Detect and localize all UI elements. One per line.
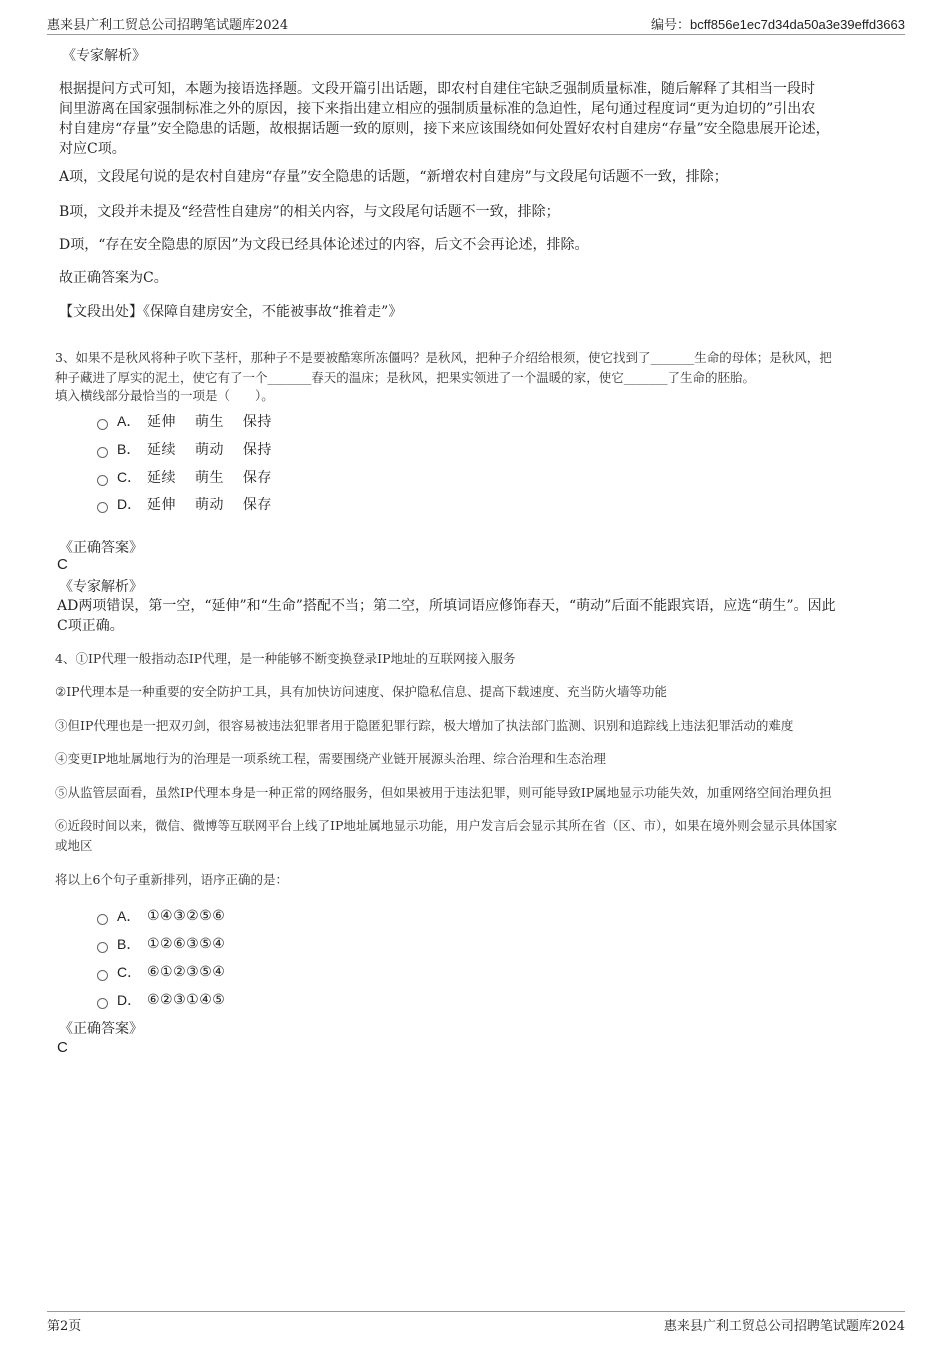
radio-icon[interactable] [97, 914, 108, 925]
stem-line: 3、如果不是秋风将种子吹下茎杆，那种子不是要被酷寒所冻僵吗？是秋风，把种子介绍给根须，使它找到了_______生命的母体；是秋风，把 [55, 350, 832, 365]
analysis-line: 根据提问方式可知，本题为接语选择题。文段开篇引出话题，即农村自建住宅缺乏强制质量标准，随后解释了其相当一段时 [59, 81, 815, 97]
q2-conclusion: 故正确答案为C。 [59, 270, 168, 286]
q4-option-c[interactable]: C． ⑥①②③⑤④ [97, 961, 225, 983]
analysis-line: C项正确。 [57, 618, 124, 634]
q2-analysis [59, 79, 899, 159]
stem-line: 种子藏进了厚实的泥土，使它有了一个_______春天的温床；是秋风，把果实领进了一个温暖的家，使它_______了生命的胚胎。 [55, 370, 756, 385]
page-header [47, 14, 905, 35]
q2-option-b-analysis: B项，文段并未提及“经营性自建房”的相关内容，与文段尾句话题不一致，排除； [59, 204, 560, 220]
footer-title: 惠来县广利工贸总公司招聘笔试题库2024 [663, 1319, 905, 1334]
q4-sentence-5: ⑤从监管层面看，虽然IP代理本身是一种正常的网络服务，但如果被用于违法犯罪，则可能导致IP属地显示功能失效，加重网络空间治理负担 [55, 785, 832, 800]
analysis-line: AD两项错误，第一空，“延伸”和“生命”搭配不当；第二空，所填词语应修饰春天，“萌动”后面不能跟宾语，应选“萌生”。因此 [57, 598, 836, 614]
radio-icon[interactable] [97, 998, 108, 1009]
q3-option-c[interactable]: C． 延续 萌生 保存 [97, 466, 272, 488]
q2-analysis-title: 《专家解析》 [62, 48, 146, 64]
radio-icon[interactable] [97, 970, 108, 981]
q3-analysis [57, 596, 902, 636]
page-footer [47, 1311, 905, 1334]
radio-icon[interactable] [97, 447, 108, 458]
q4-option-d[interactable]: D． ⑥②③①④⑤ [97, 989, 225, 1011]
q4-prompt: 将以上6个句子重新排列，语序正确的是： [55, 872, 288, 887]
q4-sentence-3: ③但IP代理也是一把双刃剑，很容易被违法犯罪者用于隐匿犯罪行踪，极大增加了执法部门监测、识别和追踪线上违法犯罪活动的难度 [55, 718, 794, 733]
q2-option-a-analysis: A项，文段尾句说的是农村自建房“存量”安全隐患的话题，“新增农村自建房”与文段尾句话题不一致，排除； [59, 169, 728, 185]
q4-answer: C [57, 1039, 68, 1056]
q4-option-b[interactable]: B． ①②⑥③⑤④ [97, 933, 225, 955]
q4-answer-title: 《正确答案》 [59, 1021, 143, 1037]
q4-sentence-4: ④变更IP地址属地行为的治理是一项系统工程，需要围绕产业链开展源头治理、综合治理和生态治理 [55, 751, 606, 766]
q2-source: 【文段出处】《保障自建房安全，不能被事故“推着走”》 [59, 304, 403, 320]
q3-answer-title: 《正确答案》 [59, 540, 143, 556]
q3-option-a[interactable]: A． 延伸 萌生 保持 [97, 410, 272, 432]
radio-icon[interactable] [97, 475, 108, 486]
q4-sentence-2: ②IP代理本是一种重要的安全防护工具，具有加快访问速度、保护隐私信息、提高下载速度、充当防火墙等功能 [55, 684, 668, 699]
analysis-line: 间里游离在国家强制标准之外的原因，接下来指出建立相应的强制质量标准的急迫性，尾句通过程度词“更为迫切的”引出农 [59, 101, 816, 117]
stem-line: 填入横线部分最恰当的一项是（ ）。 [55, 388, 274, 403]
q3-stem [55, 348, 905, 406]
q3-analysis-title: 《专家解析》 [59, 579, 143, 595]
analysis-line: 村自建房“存量”安全隐患的话题，故根据话题一致的原则，接下来应该围绕如何处置好农村自建房“存量”安全隐患展开论述， [59, 121, 830, 137]
q2-option-d-analysis: D项，“存在安全隐患的原因”为文段已经具体论述过的内容，后文不会再论述，排除。 [59, 237, 589, 253]
q4-sentence-6: ⑥近段时间以来，微信、微博等互联网平台上线了IP地址属地显示功能，用户发言后会显示其所在省（区、市），如果在境外则会显示具体国家 或地区 [55, 818, 838, 853]
page-number: 第2页 [47, 1319, 82, 1334]
document-number: 编号：bcff856e1ec7d34da50a3e39effd3663 [651, 17, 905, 32]
q3-option-b[interactable]: B． 延续 萌动 保持 [97, 438, 272, 460]
q4-sentence-1: 4、①IP代理一般指动态IP代理，是一种能够不断变换登录IP地址的互联网接入服务 [55, 651, 516, 666]
radio-icon[interactable] [97, 502, 108, 513]
q4-option-a[interactable]: A． ①④③②⑤⑥ [97, 905, 225, 927]
q3-option-d[interactable]: D． 延伸 萌动 保存 [97, 493, 272, 515]
radio-icon[interactable] [97, 419, 108, 430]
radio-icon[interactable] [97, 942, 108, 953]
analysis-line: 对应C项。 [59, 141, 126, 157]
header-title: 惠来县广利工贸总公司招聘笔试题库2024 [47, 18, 289, 33]
q3-answer: C [57, 556, 68, 573]
